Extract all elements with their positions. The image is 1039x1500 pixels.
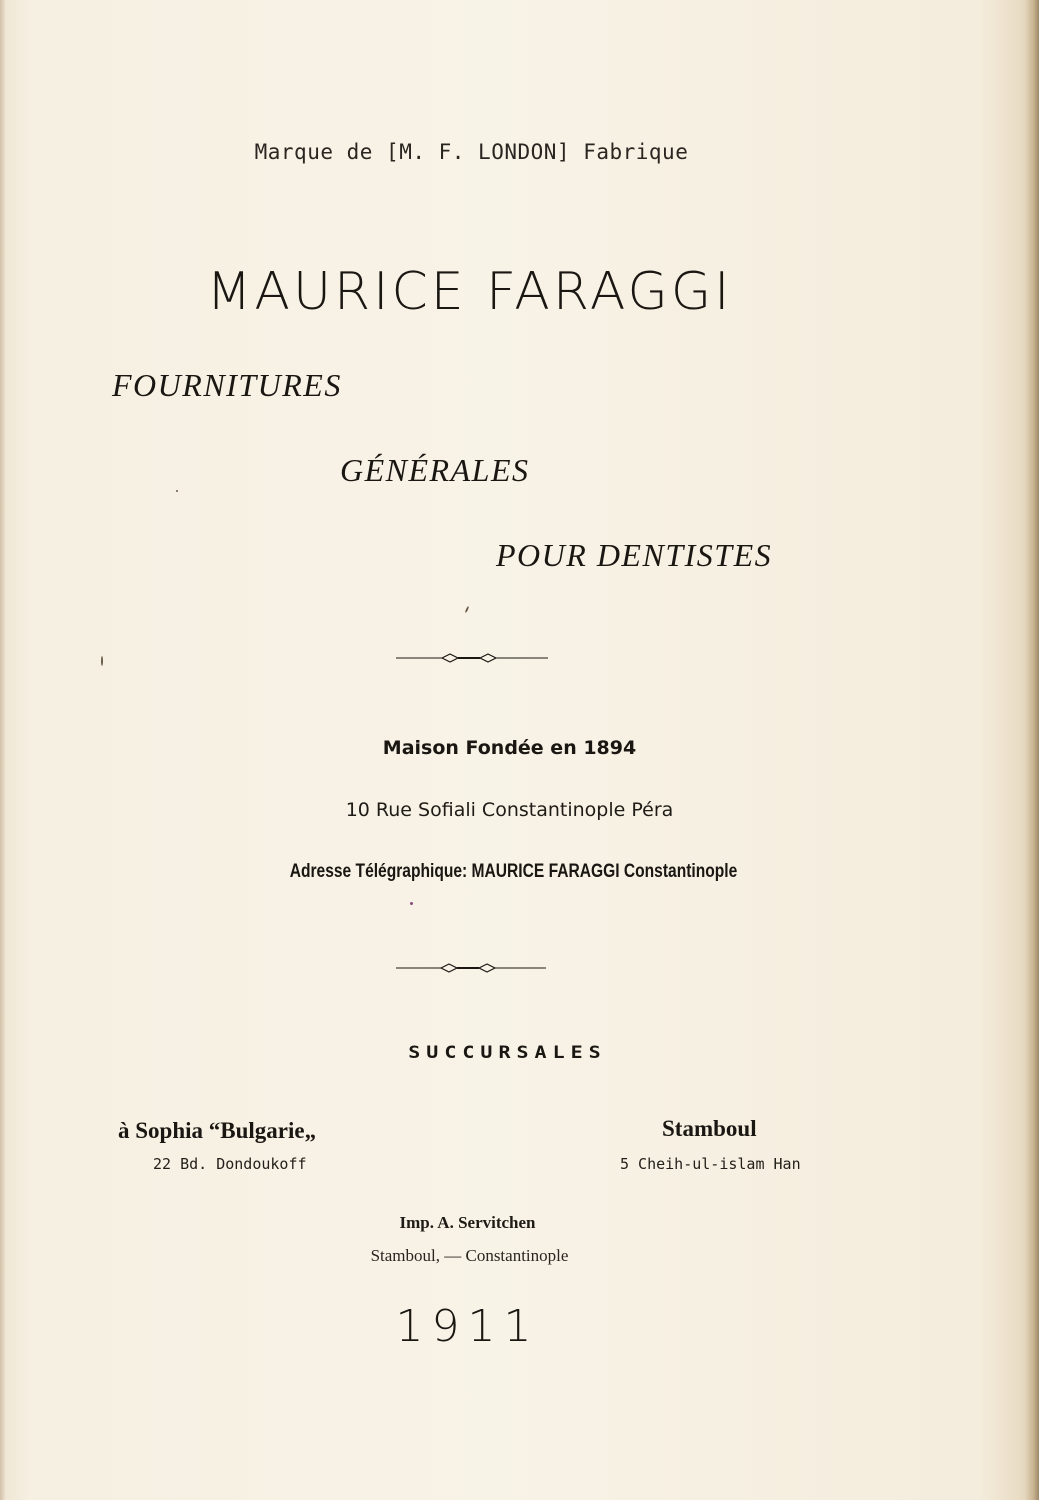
address-line: 10 Rue Sofiali Constantinople Péra	[345, 799, 674, 821]
paper-speck	[410, 902, 413, 905]
printer-city: Stamboul, — Constantinople	[370, 1246, 569, 1265]
branch-stamboul-city: Stamboul	[662, 1116, 757, 1141]
ornamental-rule	[396, 958, 546, 978]
branch-sophia-city: à Sophia “Bulgarie„	[118, 1118, 317, 1143]
branch-sophia-address: 22 Bd. Dondoukoff	[153, 1155, 307, 1173]
subtitle-line-2: GÉNÉRALES	[340, 452, 530, 488]
paper-speck	[101, 656, 103, 666]
ornamental-rule	[396, 648, 548, 668]
publication-year: 1911	[395, 1301, 540, 1352]
branch-stamboul-address: 5 Cheih-ul-islam Han	[620, 1155, 801, 1173]
paper-speck	[465, 606, 470, 613]
telegraph-address: Adresse Télégraphique: MAURICE FARAGGI Constantinople	[289, 861, 738, 882]
trademark-line: Marque de [M. F. LONDON] Fabrique	[254, 140, 689, 164]
subtitle-line-1: FOURNITURES	[112, 367, 342, 403]
paper-speck	[176, 490, 178, 492]
subtitle-line-3: POUR DENTISTES	[496, 537, 773, 573]
company-name: MAURICE FARAGGI	[206, 262, 733, 322]
printer-name: Imp. A. Servitchen	[399, 1213, 536, 1232]
founded-line: Maison Fondée en 1894	[382, 737, 637, 759]
branches-heading: SUCCURSALES	[408, 1041, 607, 1063]
